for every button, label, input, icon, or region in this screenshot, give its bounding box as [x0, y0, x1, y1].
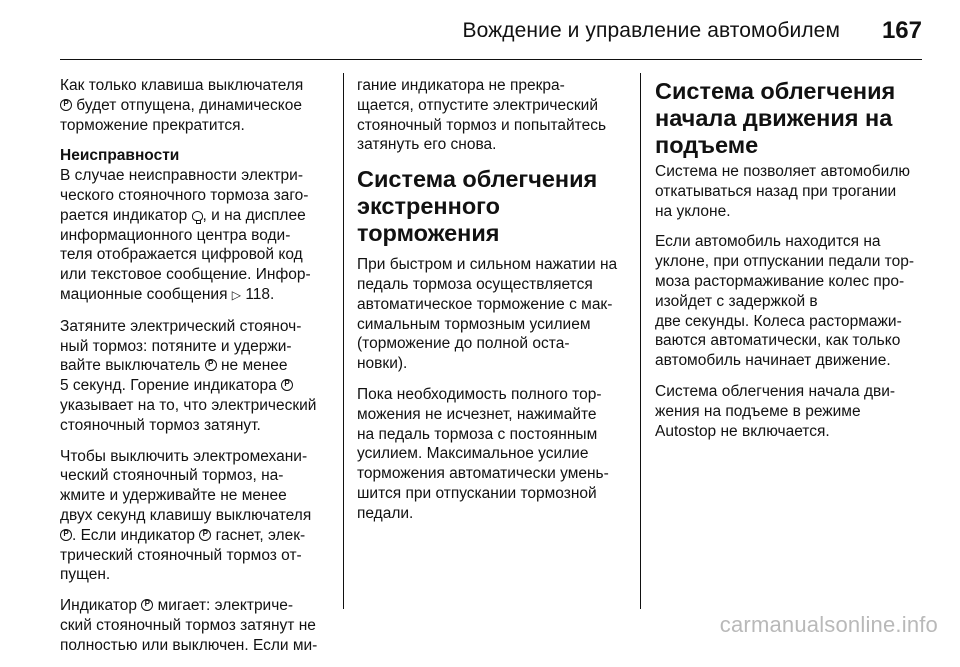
paragraph-continued: гание индикатора не прекра- щается, отпустите электрический стояночный тормоз и попытайтесь затянуть его снова.	[357, 77, 607, 154]
faults-heading: Неисправности	[60, 147, 180, 165]
paragraph-brake-assist-1: При быстром и сильном нажатии на педаль тормоза осуществляется автоматическое торможение с мак- симальным тормозным усилием (торможение до полной оста- новки).	[357, 256, 618, 373]
paragraph-hill-start-2: Если автомобиль находится на уклоне, при отпускании педали тор- моза растормаживание колес про- изойдет с задержкой в две секунды. Колеса растормажи- ваются автоматически, как только автомобиль начинает движение.	[655, 233, 915, 370]
parking-brake-icon	[60, 529, 72, 541]
parking-brake-icon	[199, 529, 211, 541]
column-divider-1	[343, 73, 344, 609]
parking-brake-icon	[60, 99, 72, 111]
paragraph-dynamic-braking: Как только клавиша выключателя P будет отпущена, динамическое торможение прекратится.	[60, 76, 334, 135]
heading-hill-start-assist: Система облегчения начала движения на подъеме	[655, 78, 896, 158]
watermark: carmanualsonline.info	[719, 612, 938, 637]
reference-arrow-icon: ▷	[231, 287, 242, 302]
paragraph-hill-start-3: Система облегчения начала дви- жения на подъеме в режиме Autostop не включается.	[655, 382, 896, 440]
header-title: Вождение и управление автомобилем	[462, 19, 840, 42]
service-indicator-icon	[192, 211, 203, 221]
parking-brake-icon	[141, 599, 153, 611]
paragraph-hill-start-1: Система не позволяет автомобилю откатываться назад при трогании на уклоне.	[655, 163, 910, 220]
parking-brake-icon	[205, 359, 217, 371]
page-number: 167	[881, 17, 922, 44]
column-divider-2	[640, 73, 641, 609]
page-header	[0, 0, 960, 62]
paragraph-brake-assist-2: Пока необходимость полного тор- можения не исчезнет, нажимайте на педаль тормоза с постоянным усилием. Максимальное усилие торможения автоматически умень- шится при отпускании тормозной педали.	[357, 385, 609, 522]
parking-brake-icon	[281, 379, 293, 391]
paragraph-release-brake: Чтобы выключить электромехани- ческий стояночный тормоз, на- жмите и удерживайте не менее двух секунд клавишу выключателя P. Если индикатор P гаснет, элек- трический стояночный тормоз от- пущен.	[60, 447, 334, 586]
paragraph-apply-brake: Затяните электрический стояноч- ный тормоз: потяните и удержи- вайте выключатель P не менее 5 секунд. Горение индикатора P указывает на то, что электрический стояночный тормоз затянут.	[60, 317, 334, 436]
column-2	[357, 76, 627, 535]
paragraph-faults: Неисправности В случае неисправности электри- ческого стояночного тормоза заго- рается индикатор , и на дисплее информационного центра води- теля отображается цифровой код или текстовое сообщение. Инфор- мационные сообщения ▷ 118.	[60, 147, 311, 303]
paragraph-indicator-flashing: Индикатор P мигает: электриче- ский стояночный тормоз затянут не полностью или выключен. Если ми-	[60, 596, 334, 655]
column-3	[655, 76, 930, 452]
column-1	[60, 76, 334, 667]
heading-brake-assist: Система облегчения экстренного торможения	[357, 166, 598, 247]
header-rule	[60, 59, 922, 60]
